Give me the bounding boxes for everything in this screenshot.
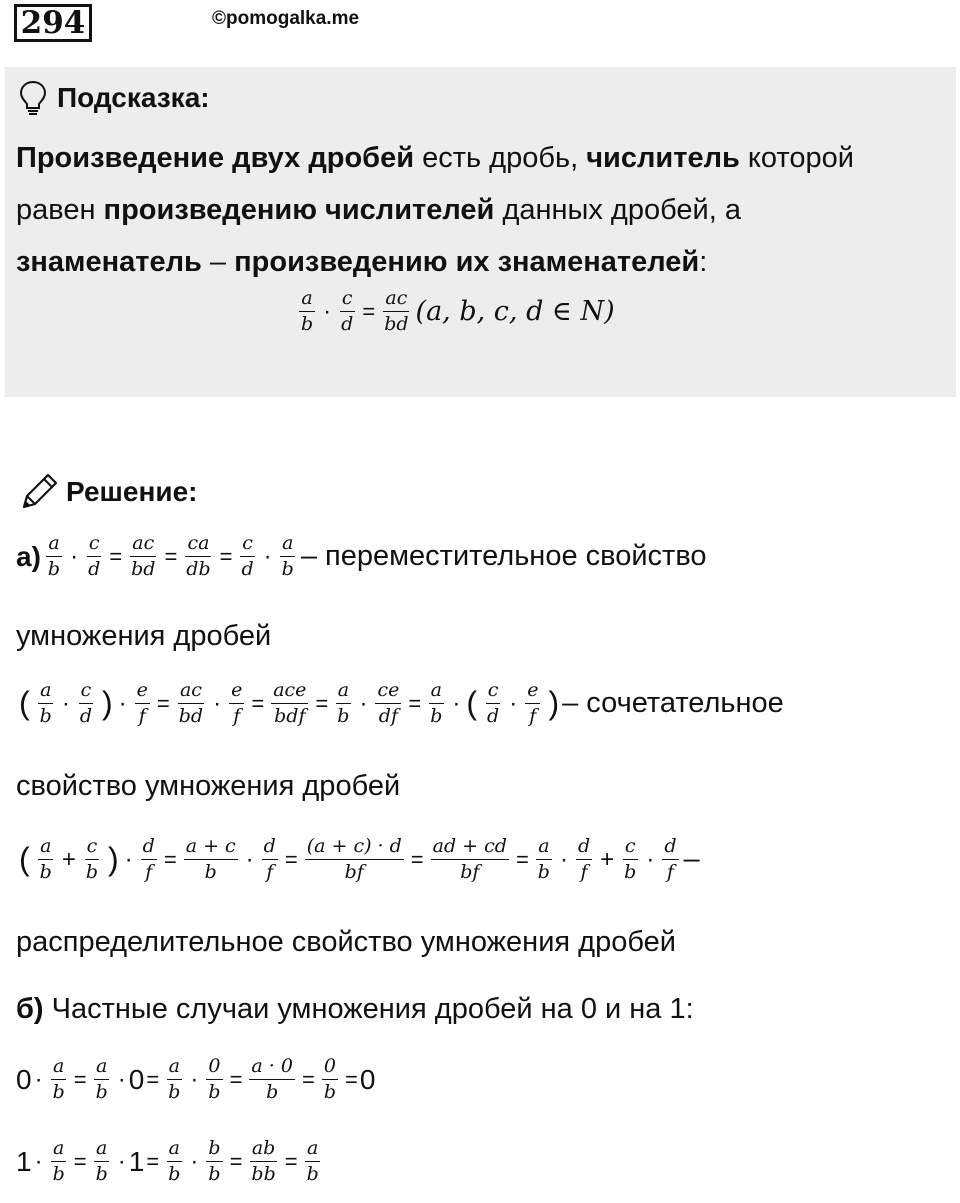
hint-title	[17, 78, 210, 118]
fraction: $\frac{e}{f}$	[136, 679, 148, 727]
part-a-label: а)	[16, 540, 41, 572]
fraction: $\frac{d}{f}$	[263, 835, 276, 883]
lightbulb-icon	[17, 79, 49, 117]
hint-formula: $\frac{a}{b}$ · $\frac{c}{d}$ = $\frac{ac}{bd}$ (a, b, c, d ∈ N)	[301, 287, 615, 335]
fraction: $\frac{c}{d}$	[241, 532, 254, 580]
hint-title-text: Подсказка:	[57, 82, 210, 113]
fraction: $\frac{ac}{bd}$	[178, 679, 204, 727]
problem-number: 294	[14, 4, 92, 42]
fraction: $\frac{\text{ace}}{\text{bdf}}$	[273, 679, 307, 727]
fraction: $\frac{a}{b}$	[168, 1137, 181, 1185]
fraction: $\frac{c}{d}$	[79, 679, 92, 727]
fraction: $\frac{a}{b}$	[95, 1055, 108, 1103]
fraction: $\frac{a}{b}$	[337, 679, 350, 727]
fraction: $\frac{d}{f}$	[142, 835, 155, 883]
fraction: $\frac{a \cdot 0}{b}$	[251, 1055, 293, 1103]
hint-bold: произведению их знаменателей	[234, 246, 700, 278]
distributive-dash: –	[683, 843, 700, 875]
fraction: $\frac{0}{b}$	[208, 1055, 221, 1103]
fraction: $\frac{e}{f}$	[231, 679, 243, 727]
fraction: $\frac{a}{b}$	[52, 1137, 65, 1185]
fraction: $\frac{ac}{bd}$	[384, 287, 409, 335]
hint-bold: числитель	[586, 142, 740, 174]
associative-text: – сочетательное	[562, 687, 784, 719]
fraction: $\frac{0}{b}$	[323, 1055, 336, 1103]
fraction: $\frac{c}{d}$	[88, 532, 101, 580]
fraction: $\frac{ac}{bd}$	[131, 532, 156, 580]
solution-title-text: Решение:	[66, 476, 198, 507]
associative-line: ( $\frac{a}{b}$ · $\frac{c}{d}$ ) · $\frac{e}{f}$ = $\frac{ac}{bd}$ · $\frac{e}{f}$ = $\frac{\text{ace}}{\text{bdf}}$ = $\frac{a}{b}$ · $\frac{ce}{df}$ = $\frac{a}{b}$ · ( $\frac{c}{d}$ · $\frac{e}{f}$ ) – сочетательное	[19, 679, 784, 727]
fraction: $\frac{c}{d}$	[341, 287, 354, 335]
fraction: $\frac{c}{b}$	[85, 835, 99, 883]
hint-line-2	[16, 194, 741, 227]
fraction: $\frac{a}{b}$	[39, 835, 52, 883]
hint-line-3	[16, 246, 707, 279]
fraction: $\frac{ca}{db}$	[186, 532, 211, 580]
hint-text: которой	[739, 142, 854, 174]
fraction: $\frac{d}{f}$	[577, 835, 591, 883]
part-b-line	[16, 993, 694, 1026]
hint-text: есть дробь,	[414, 142, 587, 174]
hint-text: равен	[16, 194, 104, 226]
fraction: $\frac{a}{b}$	[430, 679, 443, 727]
fraction: $\frac{(a + c) \cdot d}{bf}$	[306, 835, 402, 883]
fraction: $\frac{a}{b}$	[168, 1055, 181, 1103]
hint-text: :	[699, 246, 708, 278]
hint-bold: произведению числителей	[103, 194, 495, 226]
fraction: $\frac{a}{b}$	[306, 1137, 319, 1185]
distributive-line: ( $\frac{a}{b}$ + $\frac{c}{b}$ ) · $\frac{d}{f}$ = $\frac{a + c}{b}$ · $\frac{d}{f}$ = $\frac{(a + c) \cdot d}{bf}$ = $\frac{ad + cd}{bf}$ = $\frac{a}{b}$ · $\frac{d}{f}$ + $\frac{c}{b}$ · $\frac{d}{f}$ –	[19, 835, 700, 883]
one-line: 1 · $\frac{a}{b}$ = $\frac{a}{b}$ · 1 = $\frac{a}{b}$ · $\frac{b}{b}$ = $\frac{ab}{bb}$ = $\frac{a}{b}$	[16, 1137, 319, 1185]
fraction: $\frac{a}{b}$	[537, 835, 550, 883]
zero-line: 0 · $\frac{a}{b}$ = $\frac{a}{b}$ · 0 = $\frac{a}{b}$ · $\frac{0}{b}$ = $\frac{a \cdot 0}{b}$ = $\frac{0}{b}$ = 0	[16, 1055, 376, 1103]
solution-title	[18, 470, 197, 514]
fraction: $\frac{a}{b}$	[52, 1055, 65, 1103]
part-b-label: б)	[16, 993, 44, 1025]
fraction: $\frac{ce}{df}$	[377, 679, 400, 727]
fraction: $\frac{ab}{bb}$	[251, 1137, 276, 1185]
commutative-text: – переместительное свойство	[300, 540, 707, 572]
pencil-icon	[18, 471, 60, 513]
fraction: $\frac{b}{b}$	[208, 1137, 221, 1185]
formula-condition: (a, b, c, d ∈ N)	[415, 296, 615, 327]
fraction: $\frac{a}{b}$	[39, 679, 52, 727]
fraction: $\frac{ad + cd}{bf}$	[432, 835, 507, 883]
associative-line-2: свойство умножения дробей	[16, 770, 401, 802]
fraction: $\frac{a}{b}$	[281, 532, 294, 580]
hint-line-1	[16, 142, 854, 175]
distributive-line-2: распределительное свойство умножения дробей	[16, 926, 676, 958]
fraction: $\frac{d}{f}$	[664, 835, 677, 883]
fraction: $\frac{c}{d}$	[487, 679, 500, 727]
fraction: $\frac{c}{b}$	[624, 835, 637, 883]
part-b-text: Частные случаи умножения дробей на 0 и на 1:	[43, 993, 694, 1025]
hint-text: данных дробей, а	[494, 194, 741, 226]
commutative-line-2: умножения дробей	[16, 620, 272, 652]
copyright-label: ©pomogalka.me	[212, 8, 360, 29]
hint-bold: Произведение двух дробей	[16, 142, 415, 174]
fraction: $\frac{a + c}{b}$	[185, 835, 236, 883]
fraction: $\frac{a}{b}$	[47, 532, 61, 580]
fraction: $\frac{a}{b}$	[301, 287, 314, 335]
fraction: $\frac{a}{b}$	[95, 1137, 108, 1185]
fraction: $\frac{e}{f}$	[527, 679, 539, 727]
hint-bold: знаменатель	[16, 246, 202, 278]
commutative-line: а) $\frac{a}{b}$ · $\frac{c}{d}$ = $\frac{ac}{bd}$ = $\frac{ca}{db}$ = $\frac{c}{d}$ · $\frac{a}{b}$ – переместительное свойство	[16, 532, 707, 580]
hint-text: –	[201, 246, 235, 278]
